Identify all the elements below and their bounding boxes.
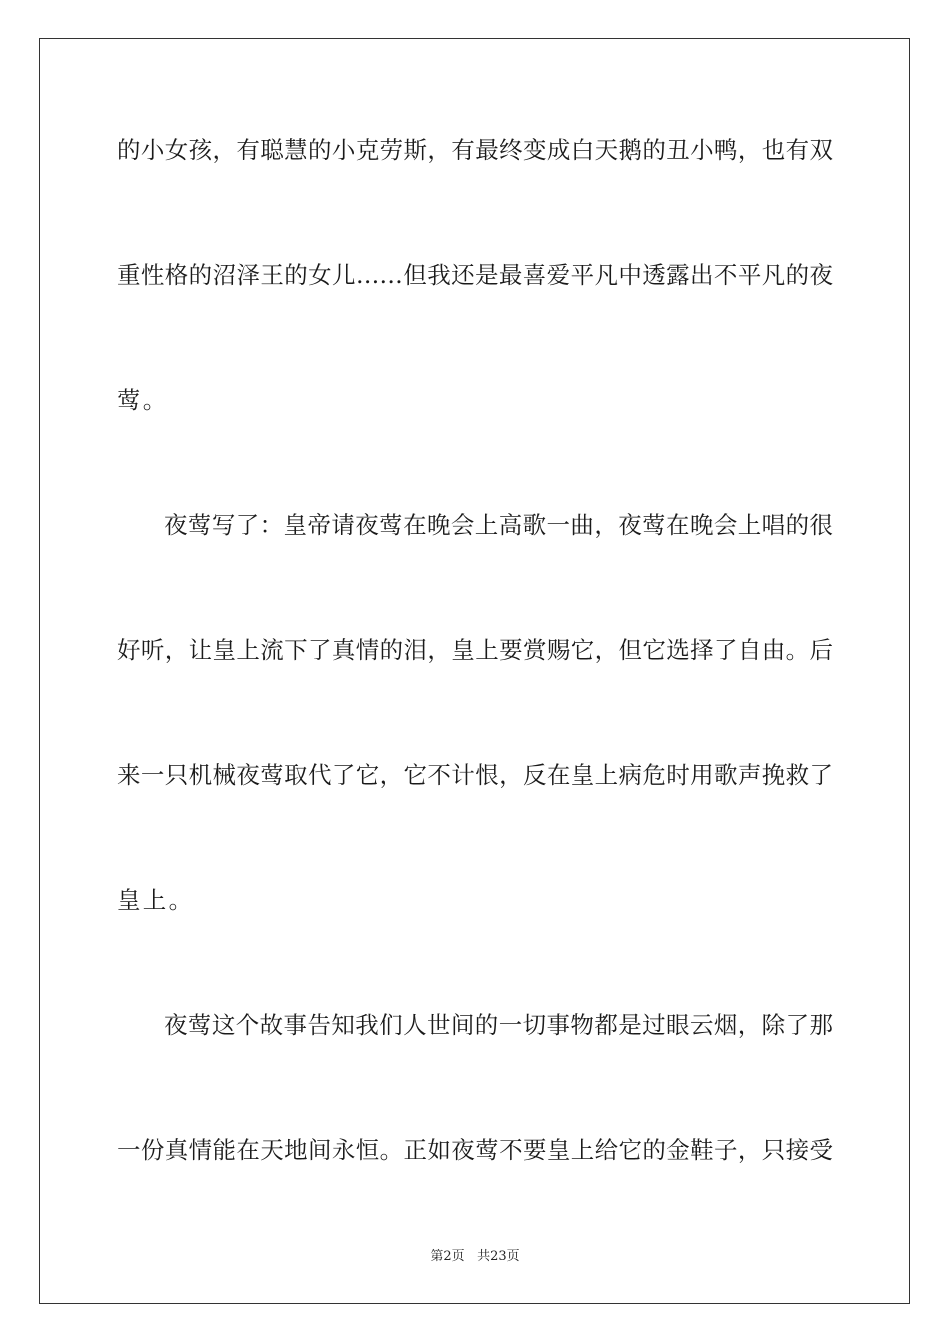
- text-line: 夜莺写了：皇帝请夜莺在晚会上高歌一曲，夜莺在晚会上唱的很: [164, 511, 833, 539]
- page-footer: [0, 1248, 950, 1266]
- page-number: 第2页: [430, 1249, 465, 1264]
- text-line: 莺。: [117, 386, 169, 414]
- page-border: [39, 38, 910, 1304]
- page-total: 共23页: [477, 1249, 520, 1264]
- text-line: 重性格的沼泽王的女儿……但我还是最喜爱平凡中透露出不平凡的夜: [117, 261, 833, 289]
- text-line: 一份真情能在天地间永恒。正如夜莺不要皇上给它的金鞋子，只接受: [117, 1136, 833, 1164]
- text-line: 来一只机械夜莺取代了它，它不计恨，反在皇上病危时用歌声挽救了: [117, 761, 833, 789]
- text-line: 夜莺这个故事告知我们人世间的一切事物都是过眼云烟，除了那: [164, 1011, 833, 1039]
- text-line: 的小女孩，有聪慧的小克劳斯，有最终变成白天鹅的丑小鸭，也有双: [117, 136, 833, 164]
- text-line: 好听，让皇上流下了真情的泪，皇上要赏赐它，但它选择了自由。后: [117, 636, 833, 664]
- text-line: 皇上。: [117, 886, 195, 914]
